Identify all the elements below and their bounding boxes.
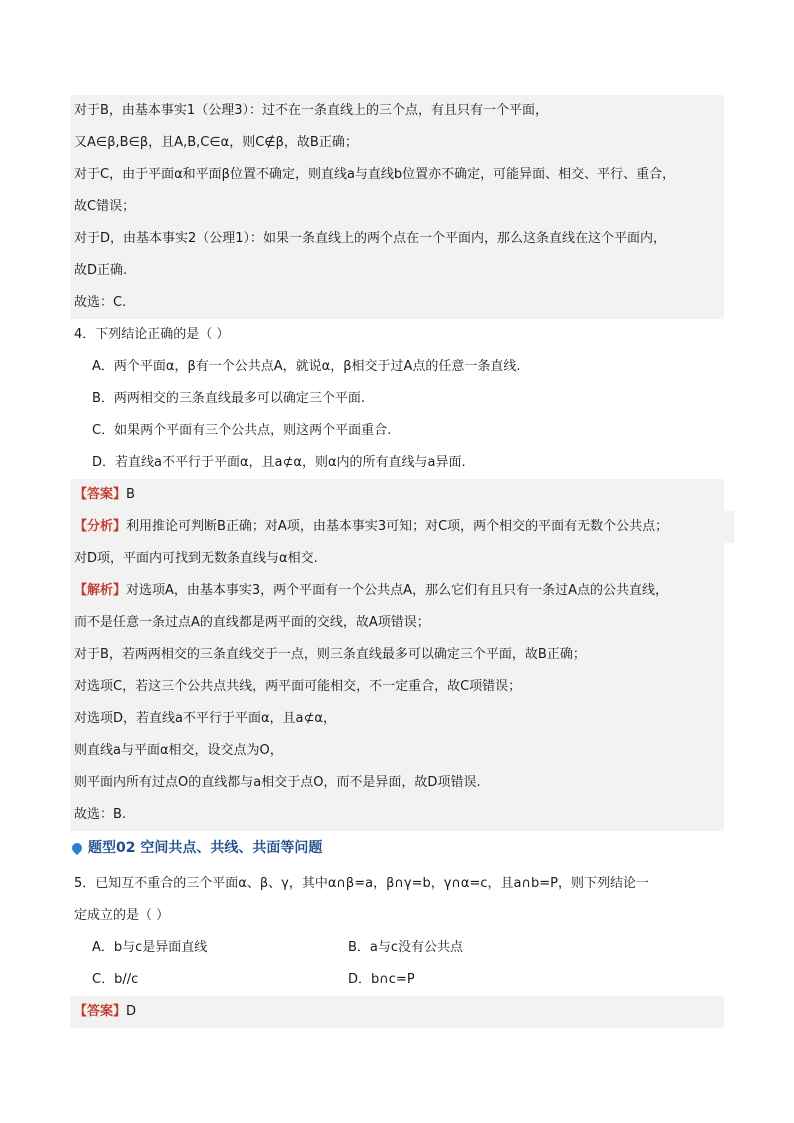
q4-option-a: A．两个平面α，β有一个公共点A，就说α，β相交于过A点的任意一条直线. bbox=[92, 359, 521, 374]
q4-solution bbox=[70, 575, 724, 607]
solution-line: 故C错误； bbox=[70, 191, 724, 223]
solution-tag: 【解析】 bbox=[74, 583, 127, 598]
q5-option-a: A．b与c是异面直线 bbox=[92, 940, 208, 955]
analysis-tag: 【分析】 bbox=[74, 519, 127, 534]
q4-option-d: D．若直线a不平行于平面α，且a⊄α，则α内的所有直线与a异面. bbox=[92, 455, 466, 470]
answer-tag: 【答案】 bbox=[74, 487, 127, 502]
answer-value: D bbox=[126, 1004, 137, 1019]
solution-line: 对于B，若两两相交的三条直线交于一点，则三条直线最多可以确定三个平面，故B正确； bbox=[70, 639, 724, 671]
solution-line: 对选项C，若这三个公共点共线，两平面可能相交，不一定重合，故C项错误； bbox=[70, 671, 724, 703]
q4-option-c: C．如果两个平面有三个公共点，则这两个平面重合. bbox=[92, 423, 392, 438]
solution-line: 又A∈β,B∈β，且A,B,C∈α，则C∉β，故B正确； bbox=[70, 127, 724, 159]
question-5-stem: 5．已知互不重合的三个平面α、β、γ，其中α∩β=a，β∩γ=b，γ∩α=c，且a∩b=P，则下列结论一 bbox=[74, 876, 650, 891]
answer-value: B bbox=[126, 487, 135, 502]
answer-tag: 【答案】 bbox=[74, 1004, 127, 1019]
solution-line: 故选：C. bbox=[70, 287, 724, 319]
q4-analysis bbox=[70, 511, 734, 543]
solution-line: 则直线a与平面α相交，设交点为O， bbox=[70, 735, 724, 767]
q5-option-d: D．b∩c=P bbox=[348, 972, 415, 987]
solution-line: 对选项D，若直线a不平行于平面α，且a⊄α， bbox=[70, 703, 724, 735]
q4-analysis-cont: 对D项，平面内可找到无数条直线与α相交. bbox=[70, 543, 724, 575]
section-title: 题型02 空间共点、共线、共面等问题 bbox=[88, 840, 323, 856]
section-heading bbox=[72, 834, 322, 862]
location-pin-icon bbox=[70, 841, 84, 855]
solution-text: 对选项A，由基本事实3，两个平面有一个公共点A，那么它们有且只有一条过A点的公共直线， bbox=[126, 583, 668, 598]
solution-line: 对于C，由于平面α和平面β位置不确定，则直线a与直线b位置亦不确定，可能异面、相交、平行、重合， bbox=[70, 159, 724, 191]
q5-answer bbox=[70, 996, 724, 1028]
solution-line: 则平面内所有过点O的直线都与a相交于点O，而不是异面，故D项错误. bbox=[70, 767, 724, 799]
q5-option-b: B．a与c没有公共点 bbox=[348, 940, 464, 955]
question-5-stem-cont: 定成立的是（ ） bbox=[74, 908, 170, 923]
q5-option-c: C．b//c bbox=[92, 972, 139, 987]
solution-line: 故D正确. bbox=[70, 255, 724, 287]
analysis-text: 利用推论可判断B正确；对A项，由基本事实3可知；对C项，两个相交的平面有无数个公共点； bbox=[126, 519, 669, 534]
q4-answer bbox=[70, 479, 724, 511]
solution-line: 对于B，由基本事实1（公理3）：过不在一条直线上的三个点，有且只有一个平面， bbox=[70, 95, 724, 127]
solution-line: 对于D，由基本事实2（公理1）：如果一条直线上的两个点在一个平面内，那么这条直线在这个平面内， bbox=[70, 223, 724, 255]
question-4-stem: 4．下列结论正确的是（ ） bbox=[74, 327, 230, 342]
q4-option-b: B．两两相交的三条直线最多可以确定三个平面. bbox=[92, 391, 366, 406]
solution-line: 故选：B. bbox=[70, 799, 724, 831]
solution-line: 而不是任意一条过点A的直线都是两平面的交线，故A项错误； bbox=[70, 607, 724, 639]
